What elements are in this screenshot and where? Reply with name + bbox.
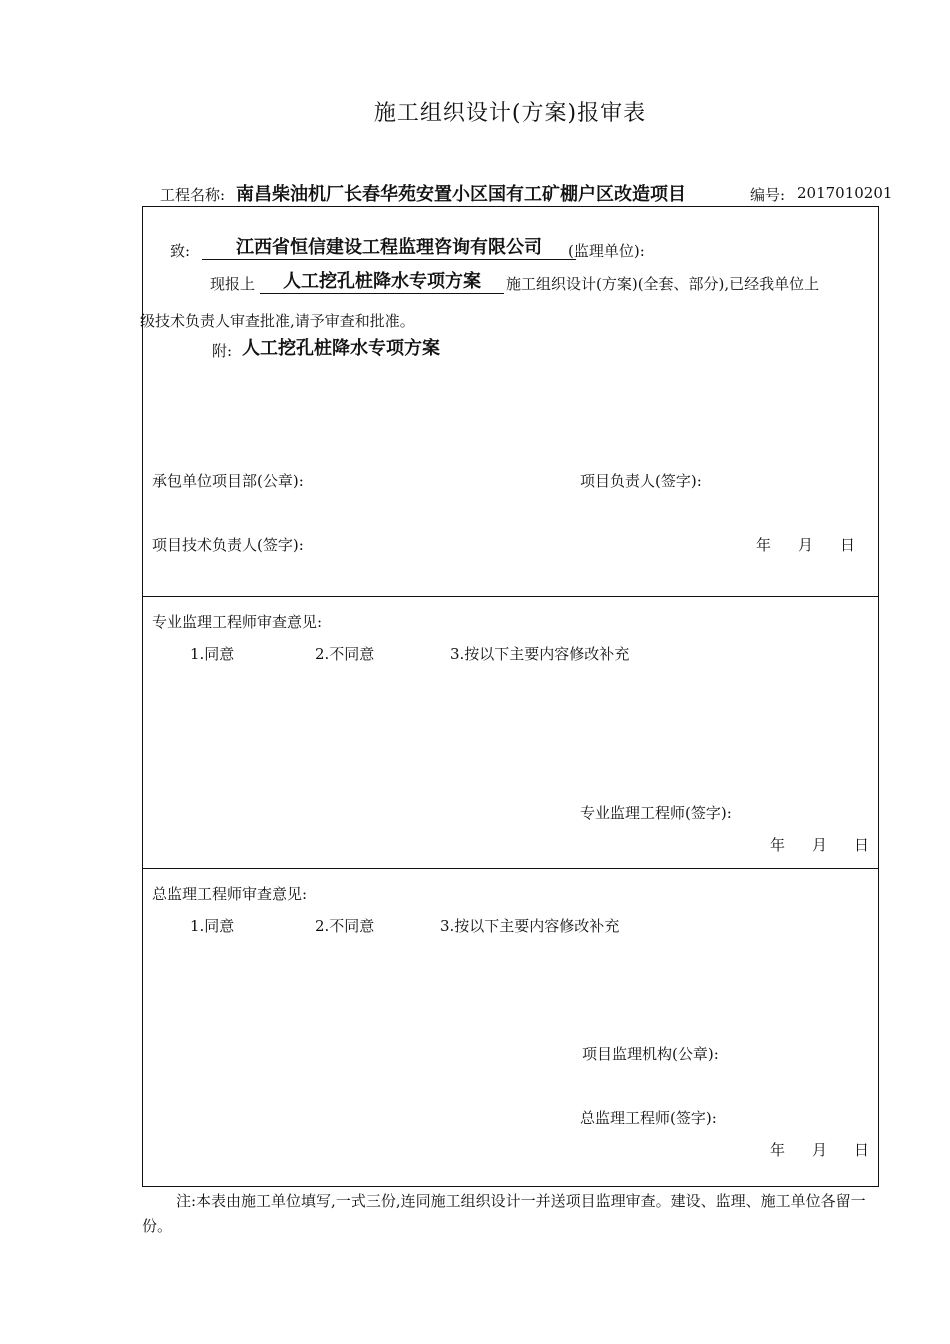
report-text-1: 施工组织设计(方案)(全套、部分),已经我单位上: [506, 275, 820, 293]
option-disagree: 2.不同意: [315, 917, 375, 935]
date-month: 月: [812, 836, 828, 854]
specialist-review-heading: 专业监理工程师审查意见:: [152, 613, 323, 631]
date-day: 日: [840, 536, 856, 554]
to-label: 致:: [170, 242, 191, 260]
pm-signature: 项目负责人(签字):: [580, 472, 702, 490]
date-day: 日: [854, 1141, 870, 1159]
section-divider-1: [142, 596, 879, 597]
scheme-field: [260, 267, 504, 294]
recipient-name: 江西省恒信建设工程监理咨询有限公司: [236, 237, 542, 258]
section-divider-2: [142, 868, 879, 869]
project-name: 南昌柴油机厂长春华苑安置小区国有工矿棚户区改造项目: [236, 184, 686, 205]
scheme-name: 人工挖孔桩降水专项方案: [283, 271, 481, 292]
date-year: 年: [770, 1141, 786, 1159]
contractor-seal: 承包单位项目部(公章):: [152, 472, 304, 490]
option-agree: 1.同意: [190, 645, 235, 663]
option-revise: 3.按以下主要内容修改补充: [440, 917, 620, 935]
date-year: 年: [770, 836, 786, 854]
report-text-2: 级技术负责人审查批准,请予审查和批准。: [140, 312, 415, 330]
number-label: 编号:: [750, 186, 786, 204]
option-disagree: 2.不同意: [315, 645, 375, 663]
date-month: 月: [798, 536, 814, 554]
option-agree: 1.同意: [190, 917, 235, 935]
number-value: 2017010201: [797, 184, 893, 202]
recipient-suffix: (监理单位):: [568, 242, 645, 260]
project-name-label: 工程名称:: [160, 186, 226, 204]
option-revise: 3.按以下主要内容修改补充: [450, 645, 630, 663]
attach-label: 附:: [212, 342, 233, 360]
chief-signature: 总监理工程师(签字):: [580, 1109, 717, 1127]
date-year: 年: [756, 536, 772, 554]
page-title: 施工组织设计(方案)报审表: [373, 101, 647, 126]
chief-review-heading: 总监理工程师审查意见:: [152, 885, 308, 903]
recipient-field: [202, 233, 576, 260]
footnote: 注:本表由施工单位填写,一式三份,连同施工组织设计一并送项目监理审查。建设、监理、施工单位各留一份。: [142, 1192, 866, 1235]
date-day: 日: [854, 836, 870, 854]
supervision-seal: 项目监理机构(公章):: [582, 1045, 719, 1063]
tech-signature: 项目技术负责人(签字):: [152, 536, 304, 554]
report-prefix: 现报上: [210, 275, 256, 293]
attach-name: 人工挖孔桩降水专项方案: [242, 338, 440, 359]
specialist-signature: 专业监理工程师(签字):: [580, 804, 732, 822]
date-month: 月: [812, 1141, 828, 1159]
